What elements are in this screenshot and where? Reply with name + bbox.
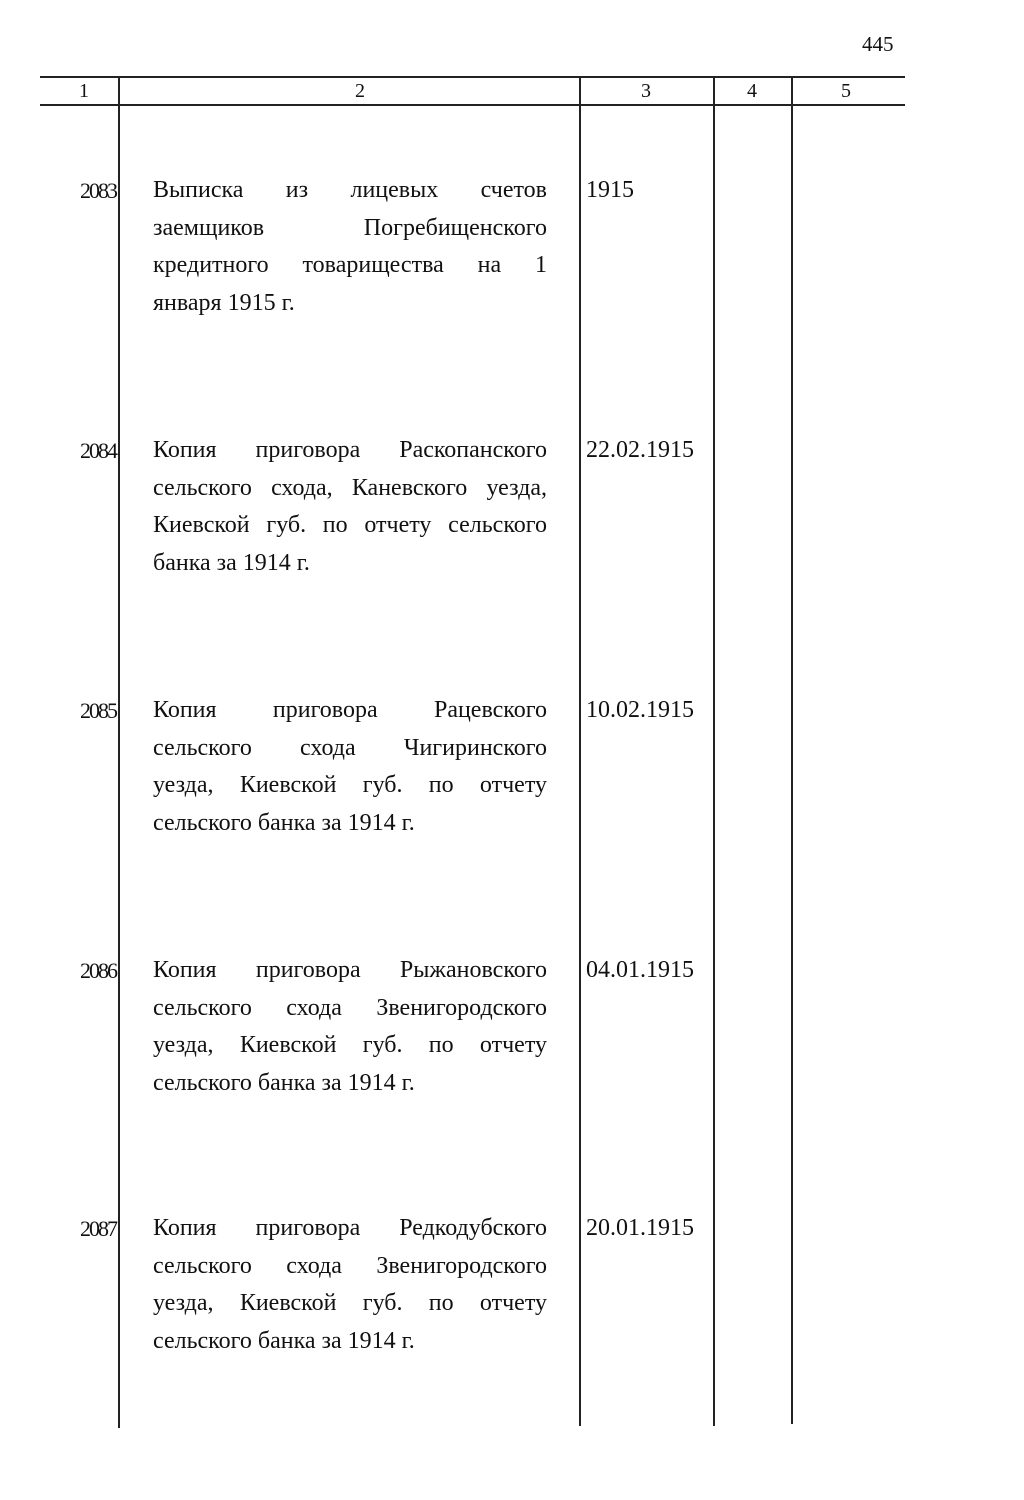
row-date: 04.01.1915 (586, 957, 694, 983)
column-divider (118, 76, 120, 1428)
description-line: кредитного товарищества на 1 (153, 252, 547, 278)
row-description (153, 1210, 547, 1360)
table-top-border (40, 76, 905, 78)
row-number: 2086 (80, 958, 116, 983)
header-col-5: 5 (841, 80, 851, 102)
description-line: сельского схода, Каневского уезда, (153, 474, 547, 501)
column-divider (791, 76, 793, 1424)
table-header-border (40, 104, 905, 106)
description-line: банка за 1914 г. (153, 549, 310, 576)
description-line: Киевской губ. по отчету сельского (153, 512, 547, 538)
row-date: 10.02.1915 (586, 697, 694, 723)
description-line: сельского схода Звенигородского (153, 1252, 547, 1279)
description-line: уезда, Киевской губ. по отчету (153, 1032, 547, 1058)
column-divider (579, 76, 581, 1426)
description-line: Копия приговора Раскопанского (153, 437, 547, 463)
description-line: января 1915 г. (153, 289, 295, 316)
description-line: сельского банка за 1914 г. (153, 1327, 415, 1354)
description-line: Выписка из лицевых счетов (153, 177, 547, 203)
row-description (153, 952, 547, 1102)
description-line: сельского банка за 1914 г. (153, 1069, 415, 1096)
row-date: 1915 (586, 177, 634, 203)
description-line: Копия приговора Редкодубского (153, 1215, 547, 1241)
description-line: сельского схода Чигиринского (153, 734, 547, 761)
header-col-2: 2 (355, 80, 365, 102)
row-number: 2087 (80, 1216, 116, 1241)
row-number: 2085 (80, 698, 116, 723)
page-number: 445 (862, 32, 894, 56)
description-line: сельского банка за 1914 г. (153, 809, 415, 836)
row-date: 20.01.1915 (586, 1215, 694, 1241)
header-col-3: 3 (641, 80, 651, 102)
header-col-1: 1 (79, 80, 89, 102)
column-divider (713, 76, 715, 1426)
row-description (153, 432, 547, 582)
description-line: Копия приговора Рацевского (153, 697, 547, 723)
row-number: 2083 (80, 178, 116, 203)
description-line: сельского схода Звенигородского (153, 994, 547, 1021)
description-line: заемщиков Погребищенского (153, 214, 547, 241)
header-col-4: 4 (747, 80, 757, 102)
row-date: 22.02.1915 (586, 437, 694, 463)
description-line: уезда, Киевской губ. по отчету (153, 772, 547, 798)
row-number: 2084 (80, 438, 116, 463)
description-line: уезда, Киевской губ. по отчету (153, 1290, 547, 1316)
row-description (153, 172, 547, 322)
row-description (153, 692, 547, 842)
description-line: Копия приговора Рыжановского (153, 957, 547, 983)
